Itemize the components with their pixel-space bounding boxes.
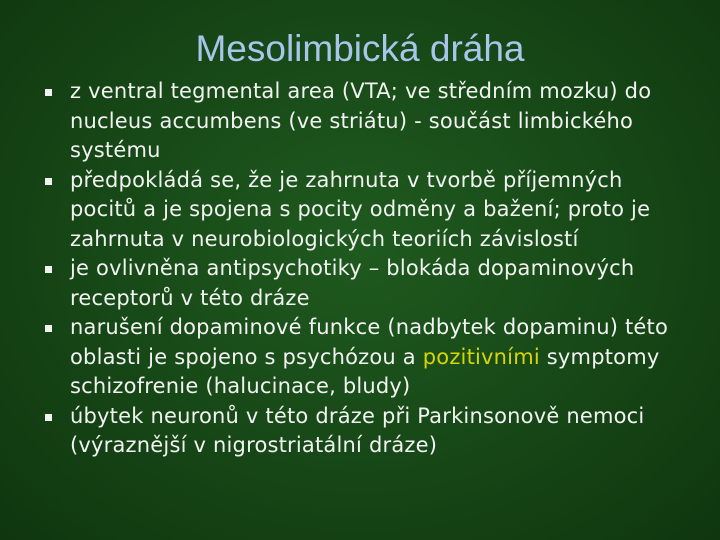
bullet-item bbox=[40, 313, 690, 402]
bullet-list bbox=[40, 77, 690, 461]
bullet-text: je ovlivněna antipsychotiky – blokáda dopaminových receptorů v této dráze bbox=[70, 256, 635, 310]
square-bullet-icon bbox=[45, 414, 52, 421]
bullet-text-after: symptomy schizofrenie (halucinace, bludy) bbox=[70, 344, 660, 398]
bullet-text-before: narušení dopaminové funkce (nadbytek dopaminu) této oblasti je spojeno s psychózou a bbox=[70, 315, 669, 369]
bullet-item bbox=[40, 254, 690, 313]
square-bullet-icon bbox=[45, 89, 52, 96]
square-bullet-icon bbox=[45, 325, 52, 332]
bullet-text: z ventral tegmental area (VTA; ve středním mozku) do nucleus accumbens (ve striátu) - součást limbického systému bbox=[70, 79, 652, 162]
bullet-item bbox=[40, 77, 690, 166]
square-bullet-icon bbox=[45, 178, 52, 185]
slide-title: Mesolimbická dráha bbox=[195, 28, 525, 69]
bullet-item bbox=[40, 166, 690, 255]
highlighted-term: pozitivními bbox=[422, 344, 540, 369]
bullet-text: úbytek neuronů v této dráze při Parkinsonově nemoci (výraznější v nigrostriatální dráze) bbox=[70, 403, 645, 457]
bullet-item bbox=[40, 402, 690, 461]
square-bullet-icon bbox=[45, 266, 52, 273]
bullet-text: předpokládá se, že je zahrnuta v tvorbě příjemných pocitů a je spojena s pocity odměny a bažení; proto je zahrnuta v neurobiologických teoriích závislostí bbox=[70, 167, 651, 251]
